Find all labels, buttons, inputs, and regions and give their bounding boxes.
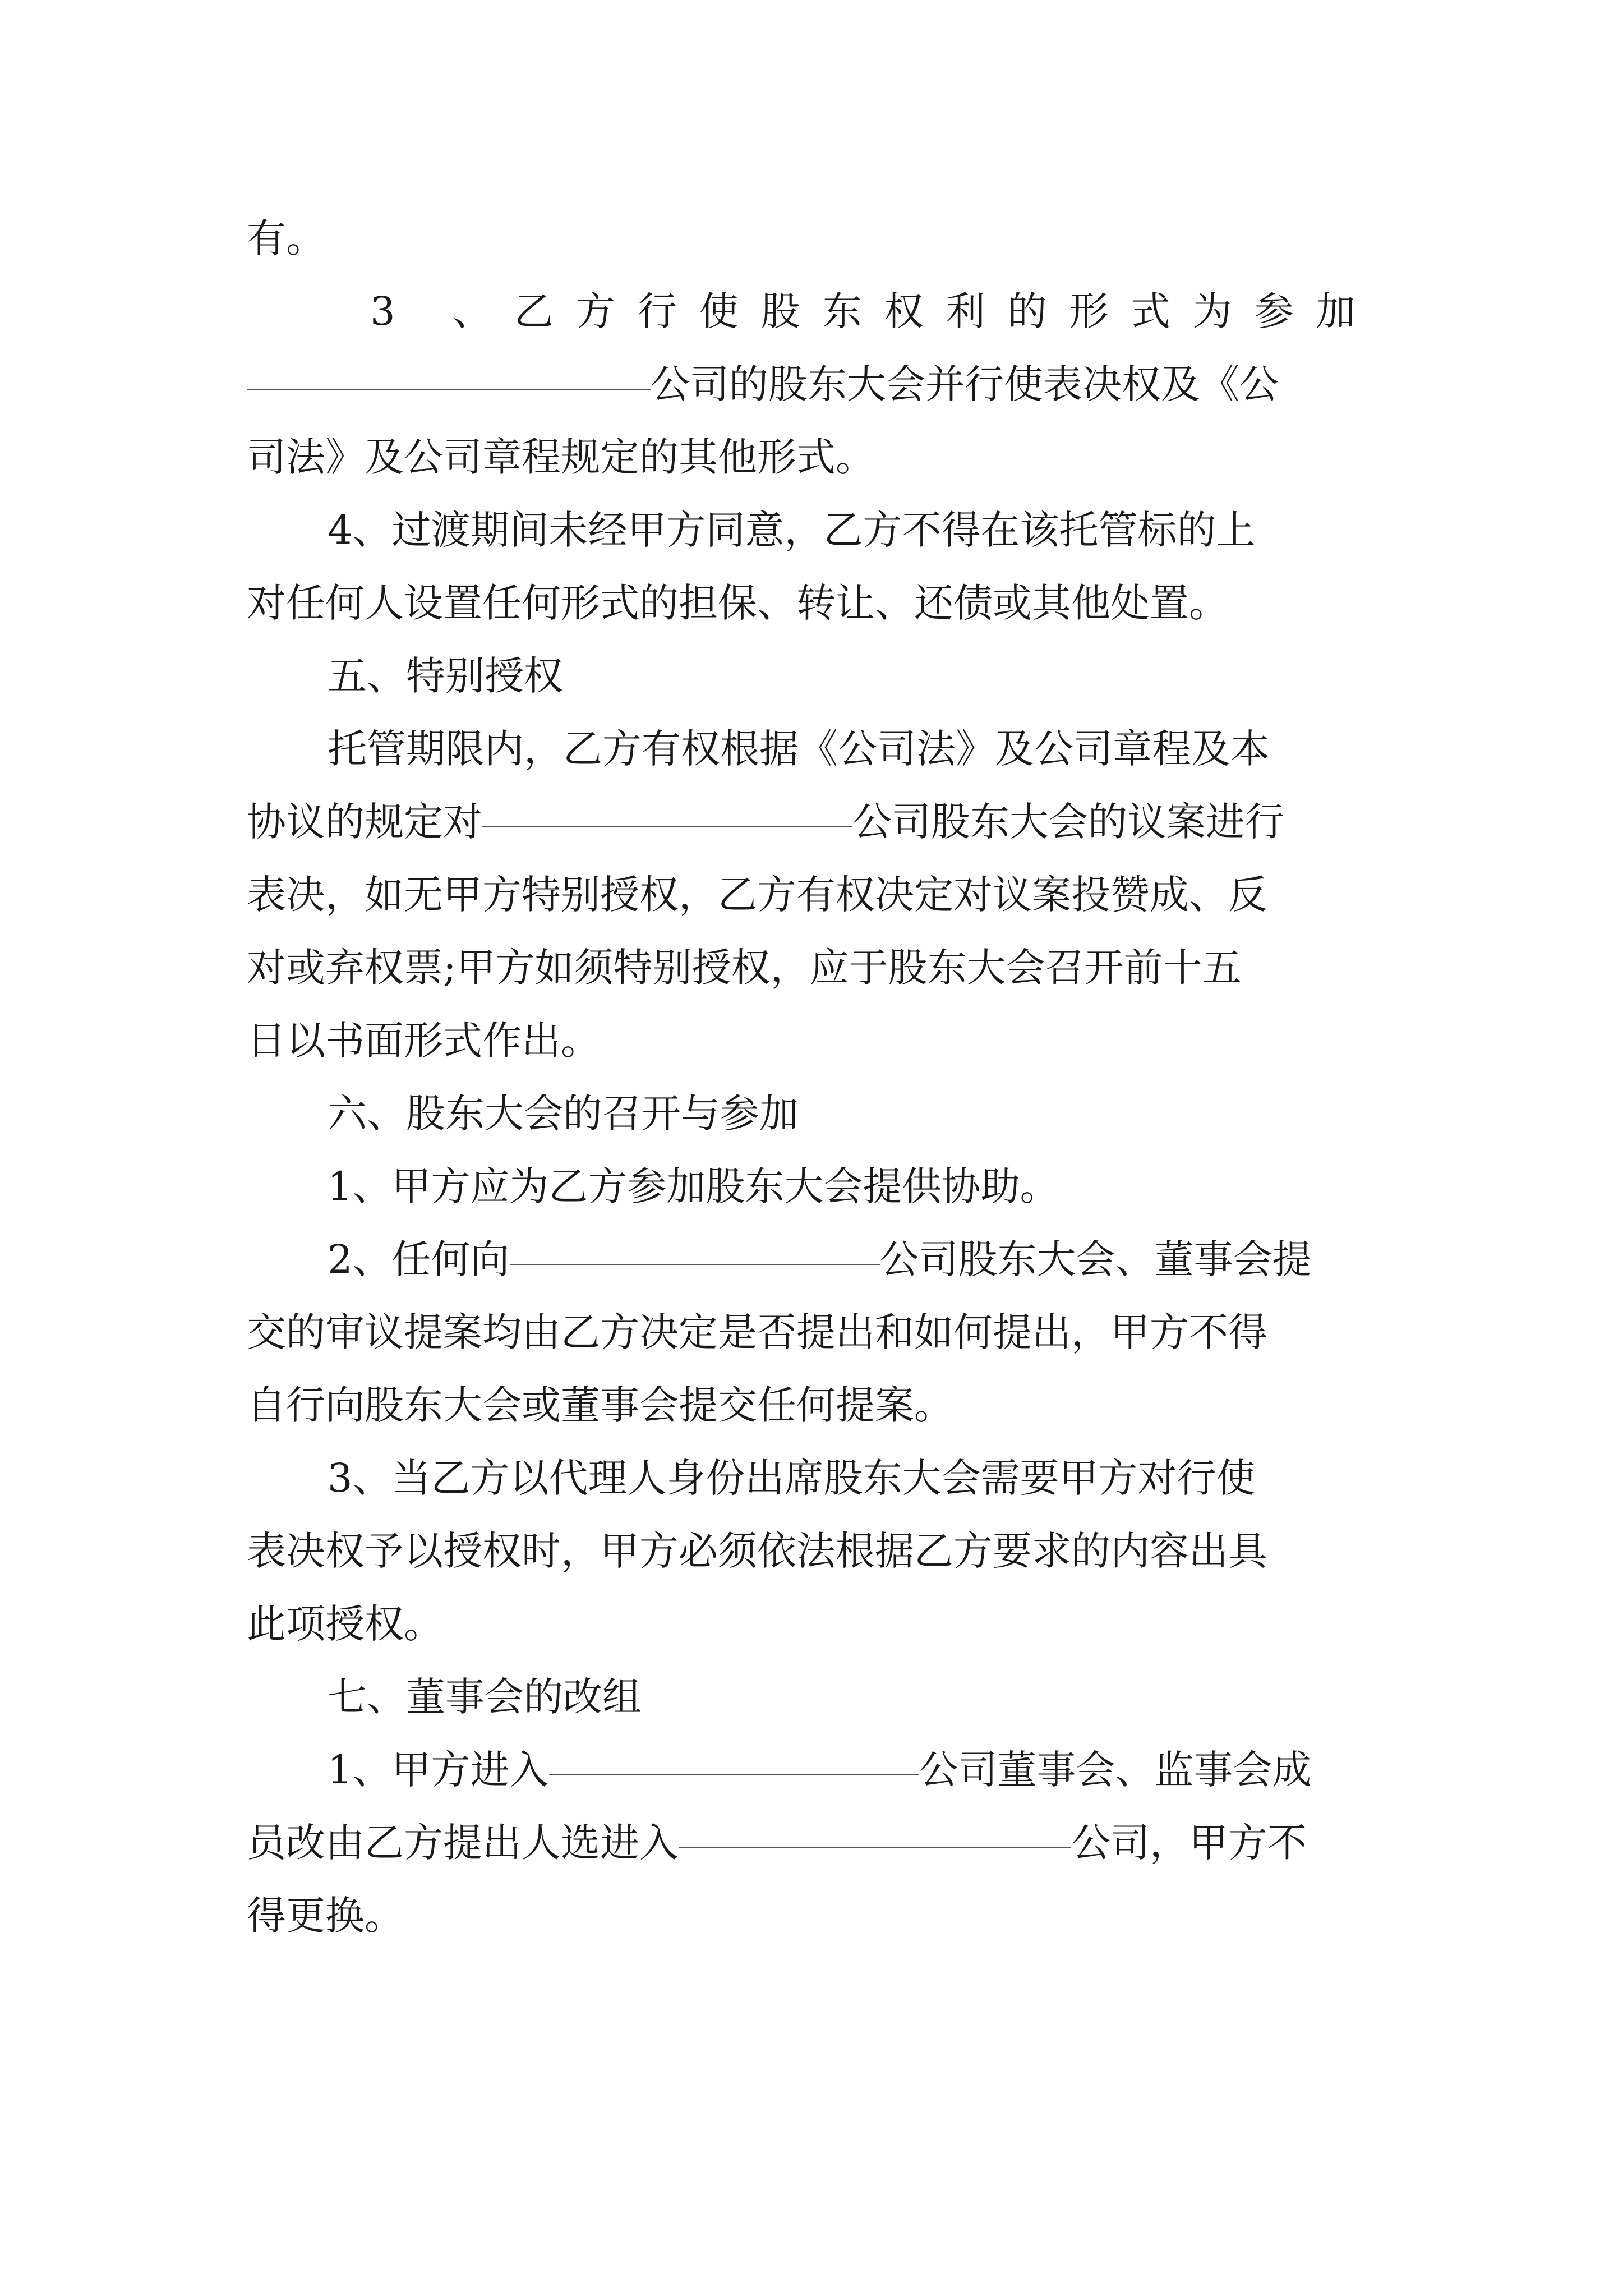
text-line: 托管期限内，乙方有权根据《公司法》及公司章程及本 [328,726,1270,772]
text-line [247,348,1391,421]
fill-in-blank[interactable] [247,388,651,390]
text-line: 交的审议提案均由乙方决定是否提出和如何提出，甲方不得 [247,1309,1267,1355]
text-segment: 公司董事会、监事会成 [919,1747,1312,1793]
fill-in-blank[interactable] [510,1263,880,1265]
text-line: 有。 [247,215,325,261]
text-line: 得更换。 [247,1893,404,1939]
clause-heading-3: 3 、乙方行使股东权利的形式为参加 [370,288,1378,334]
text-segment: 公司股东大会的议案进行 [852,799,1284,845]
text-segment: 员改由乙方提出人选进入 [247,1820,679,1866]
clause-4: 4、过渡期间未经甲方同意，乙方不得在该托管标的上 [328,507,1256,553]
text-segment: 公司的股东大会并行使表决权及《公 [651,361,1279,407]
text-segment: 公司，甲方不 [1071,1820,1307,1866]
text-segment: 1、甲方进入 [328,1747,549,1793]
section-heading-5: 五、特别授权 [328,653,563,699]
text-line: 此项授权。 [247,1601,443,1647]
text-line: 对或弃权票;甲方如须特别授权，应于股东大会召开前十五 [247,945,1242,991]
text-segment: 公司股东大会、董事会提 [879,1236,1312,1282]
section-heading-7: 七、董事会的改组 [328,1674,642,1720]
document-body [247,202,1391,1952]
clause-3: 3、当乙方以代理人身份出席股东大会需要甲方对行使 [328,1455,1256,1501]
text-line: 表决，如无甲方特别授权，乙方有权决定对议案投赞成、反 [247,872,1267,918]
text-segment: 协议的规定对 [247,799,482,845]
section-heading-6: 六、股东大会的召开与参加 [328,1091,799,1137]
text-line: 日以书面形式作出。 [247,1018,600,1064]
clause-1: 1、甲方应为乙方参加股东大会提供协助。 [328,1163,1059,1209]
fill-in-blank[interactable] [549,1774,919,1775]
clause-1 [247,1733,1391,1806]
text-line: 司法》及公司章程规定的其他形式。 [247,434,875,480]
text-line: 表决权予以授权时，甲方必须依法根据乙方要求的内容出具 [247,1528,1267,1574]
text-line [247,1806,1391,1879]
text-line [247,785,1391,858]
clause-2 [247,1223,1391,1296]
text-segment: 2、任何向 [328,1236,510,1282]
fill-in-blank[interactable] [679,1847,1071,1848]
fill-in-blank[interactable] [482,826,852,827]
text-line: 自行向股东大会或董事会提交任何提案。 [247,1382,953,1428]
text-line: 对任何人设置任何形式的担保、转让、还债或其他处置。 [247,580,1228,626]
